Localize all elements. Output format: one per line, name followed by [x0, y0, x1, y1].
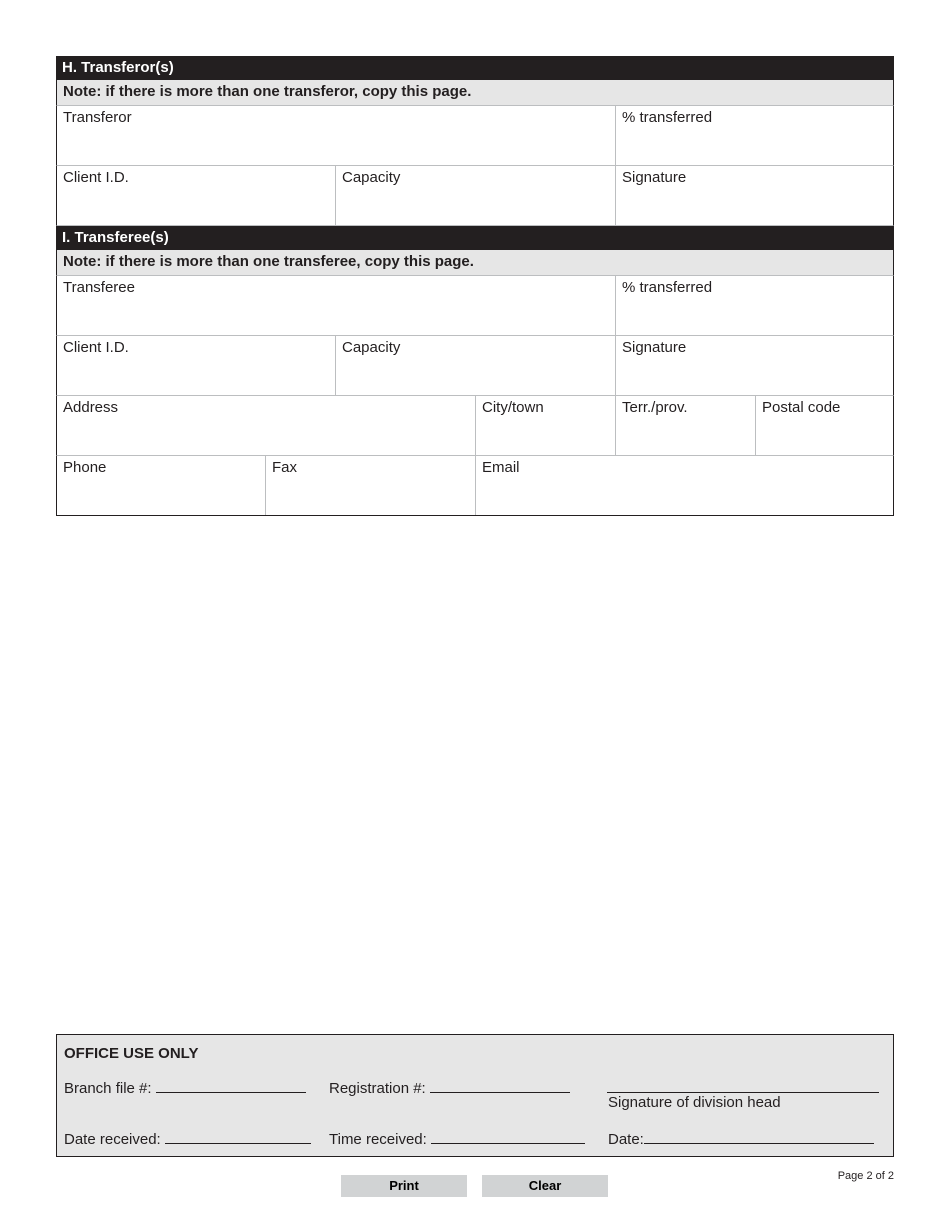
office-date-field[interactable] [608, 1128, 874, 1148]
client-id-label: Client I.D. [63, 339, 129, 356]
registration-line [430, 1077, 570, 1093]
percent-transferred-label: % transferred [622, 279, 713, 296]
transferee-details-row [56, 336, 894, 396]
fax-field[interactable] [266, 456, 476, 515]
transferee-field[interactable] [57, 276, 616, 335]
transfer-form [56, 56, 894, 516]
email-label: Email [482, 459, 520, 476]
transferor-capacity-field[interactable] [336, 166, 616, 225]
phone-field[interactable] [57, 456, 266, 515]
division-head-signature-label: Signature of division head [608, 1094, 781, 1111]
branch-file-label: Branch file #: [64, 1080, 152, 1097]
date-received-line [165, 1128, 311, 1144]
branch-file-line [156, 1077, 306, 1093]
office-date-line [644, 1128, 874, 1144]
transferee-capacity-field[interactable] [336, 336, 616, 395]
division-head-signature-line[interactable] [607, 1092, 879, 1093]
address-label: Address [63, 399, 119, 416]
contact-row [56, 456, 894, 516]
postal-code-field[interactable] [756, 396, 893, 455]
time-received-field[interactable] [329, 1128, 585, 1148]
signature-label: Signature [622, 169, 687, 186]
terr-prov-label: Terr./prov. [622, 399, 688, 416]
percent-transferred-label: % transferred [622, 109, 713, 126]
terr-prov-field[interactable] [616, 396, 756, 455]
transferor-signature-field[interactable] [616, 166, 893, 225]
transferor-label: Transferor [63, 109, 132, 126]
office-use-box [56, 1034, 894, 1157]
date-received-field[interactable] [64, 1128, 311, 1148]
address-row [56, 396, 894, 456]
transferee-client-id-field[interactable] [57, 336, 336, 395]
registration-field[interactable] [329, 1077, 570, 1097]
transferee-label: Transferee [63, 279, 135, 296]
branch-file-field[interactable] [64, 1077, 306, 1097]
time-received-label: Time received: [329, 1131, 427, 1148]
date-received-label: Date received: [64, 1131, 161, 1148]
client-id-label: Client I.D. [63, 169, 129, 186]
transferor-field[interactable] [57, 106, 616, 165]
email-field[interactable] [476, 456, 893, 515]
fax-label: Fax [272, 459, 298, 476]
postal-code-label: Postal code [762, 399, 841, 416]
transferee-signature-field[interactable] [616, 336, 893, 395]
transferor-details-row [56, 166, 894, 226]
capacity-label: Capacity [342, 339, 401, 356]
page-number: Page 2 of 2 [837, 1170, 894, 1182]
city-town-field[interactable] [476, 396, 616, 455]
transferor-row [56, 106, 894, 166]
city-town-label: City/town [482, 399, 544, 416]
transferee-percent-field[interactable] [616, 276, 893, 335]
section-h-header: H. Transferor(s) [56, 56, 894, 80]
section-i-header: I. Transferee(s) [56, 226, 894, 250]
transferee-row [56, 276, 894, 336]
capacity-label: Capacity [342, 169, 401, 186]
office-use-title: OFFICE USE ONLY [64, 1045, 199, 1062]
signature-label: Signature [622, 339, 687, 356]
registration-label: Registration #: [329, 1080, 426, 1097]
print-button[interactable]: Print [341, 1175, 467, 1197]
section-h-note: Note: if there is more than one transferor, copy this page. [56, 80, 894, 106]
clear-button[interactable]: Clear [482, 1175, 608, 1197]
section-i-note: Note: if there is more than one transferee, copy this page. [56, 250, 894, 276]
office-date-label: Date: [608, 1131, 644, 1148]
transferor-client-id-field[interactable] [57, 166, 336, 225]
time-received-line [431, 1128, 585, 1144]
phone-label: Phone [63, 459, 107, 476]
address-field[interactable] [57, 396, 476, 455]
transferor-percent-field[interactable] [616, 106, 893, 165]
